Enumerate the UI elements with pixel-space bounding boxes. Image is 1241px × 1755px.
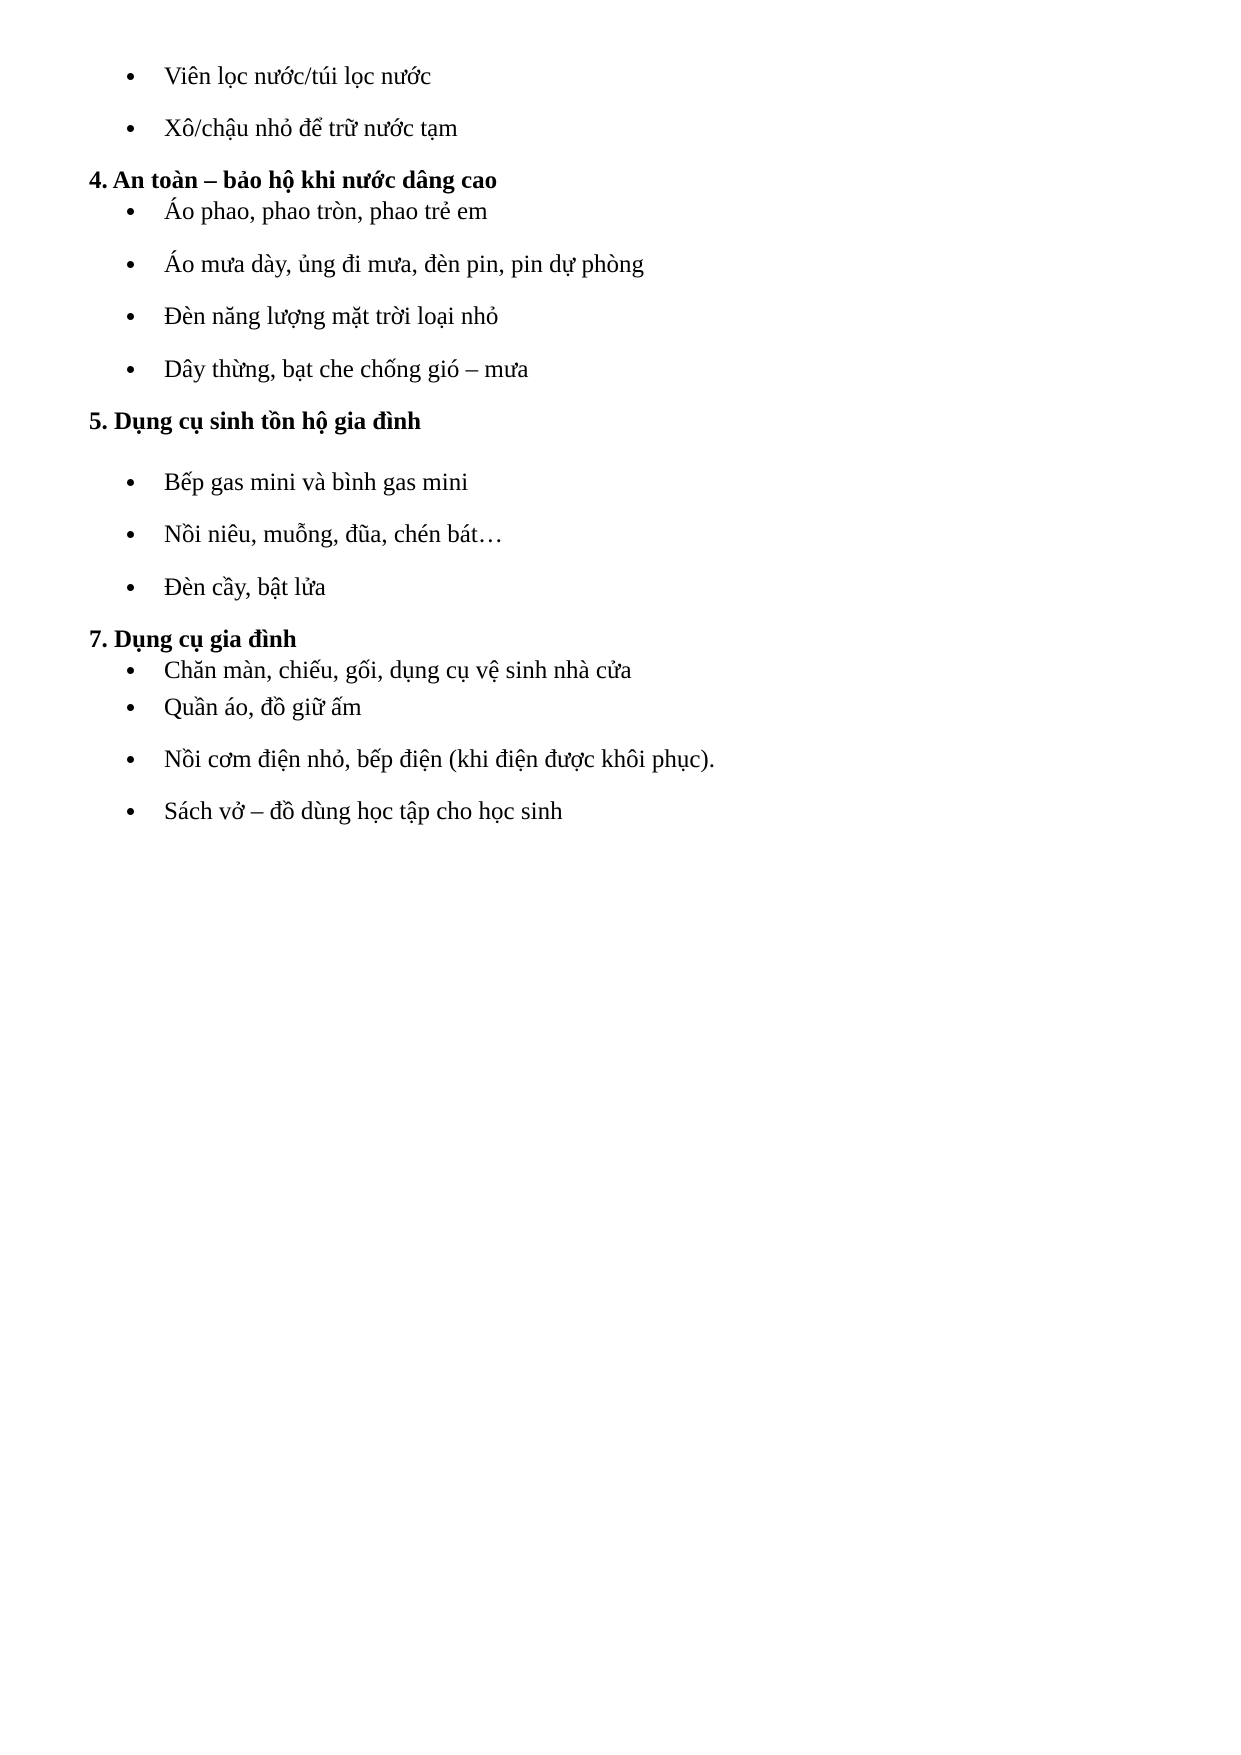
list-item-text: Áo mưa dày, ủng đi mưa, đèn pin, pin dự phòng bbox=[164, 251, 644, 278]
list-item bbox=[124, 797, 563, 827]
section-heading-survival: 5. Dụng cụ sinh tồn hộ gia đình bbox=[89, 408, 422, 435]
bullet-icon bbox=[124, 656, 164, 686]
bullet-icon bbox=[124, 468, 164, 498]
section-heading-safety: 4. An toàn – bảo hộ khi nước dâng cao bbox=[89, 167, 498, 194]
list-item bbox=[124, 520, 503, 550]
bullet-icon bbox=[124, 520, 164, 550]
list-item bbox=[124, 693, 362, 723]
bullet-icon bbox=[124, 573, 164, 603]
list-item-text: Đèn năng lượng mặt trời loại nhỏ bbox=[164, 303, 499, 330]
bullet-icon bbox=[124, 302, 164, 332]
list-item bbox=[124, 114, 458, 144]
list-item-text: Quần áo, đồ giữ ấm bbox=[164, 694, 362, 721]
list-item-text: Dây thừng, bạt che chống gió – mưa bbox=[164, 356, 529, 383]
list-item-text: Đèn cầy, bật lửa bbox=[164, 574, 326, 601]
list-item-text: Nồi cơm điện nhỏ, bếp điện (khi điện được khôi phục). bbox=[164, 746, 715, 773]
list-item bbox=[124, 302, 498, 332]
list-item-text: Xô/chậu nhỏ để trữ nước tạm bbox=[164, 115, 458, 142]
list-item-text: Nồi niêu, muỗng, đũa, chén bát… bbox=[164, 521, 503, 548]
bullet-icon bbox=[124, 355, 164, 385]
list-item bbox=[124, 573, 326, 603]
list-item-text: Sách vở – đồ dùng học tập cho học sinh bbox=[164, 798, 563, 825]
list-item bbox=[124, 745, 715, 775]
bullet-icon bbox=[124, 745, 164, 775]
list-item bbox=[124, 250, 644, 280]
bullet-icon bbox=[124, 197, 164, 227]
bullet-icon bbox=[124, 62, 164, 92]
bullet-icon bbox=[124, 797, 164, 827]
list-item bbox=[124, 62, 431, 92]
bullet-icon bbox=[124, 693, 164, 723]
list-item bbox=[124, 656, 632, 686]
bullet-icon bbox=[124, 114, 164, 144]
section-heading-household: 7. Dụng cụ gia đình bbox=[89, 626, 297, 653]
list-item-text: Viên lọc nước/túi lọc nước bbox=[164, 63, 432, 90]
list-item bbox=[124, 197, 488, 227]
list-item-text: Chăn màn, chiếu, gối, dụng cụ vệ sinh nhà cửa bbox=[164, 657, 632, 684]
list-item-text: Bếp gas mini và bình gas mini bbox=[164, 469, 469, 496]
list-item-text: Áo phao, phao tròn, phao trẻ em bbox=[164, 198, 488, 225]
bullet-icon bbox=[124, 250, 164, 280]
list-item bbox=[124, 468, 468, 498]
list-item bbox=[124, 355, 529, 385]
